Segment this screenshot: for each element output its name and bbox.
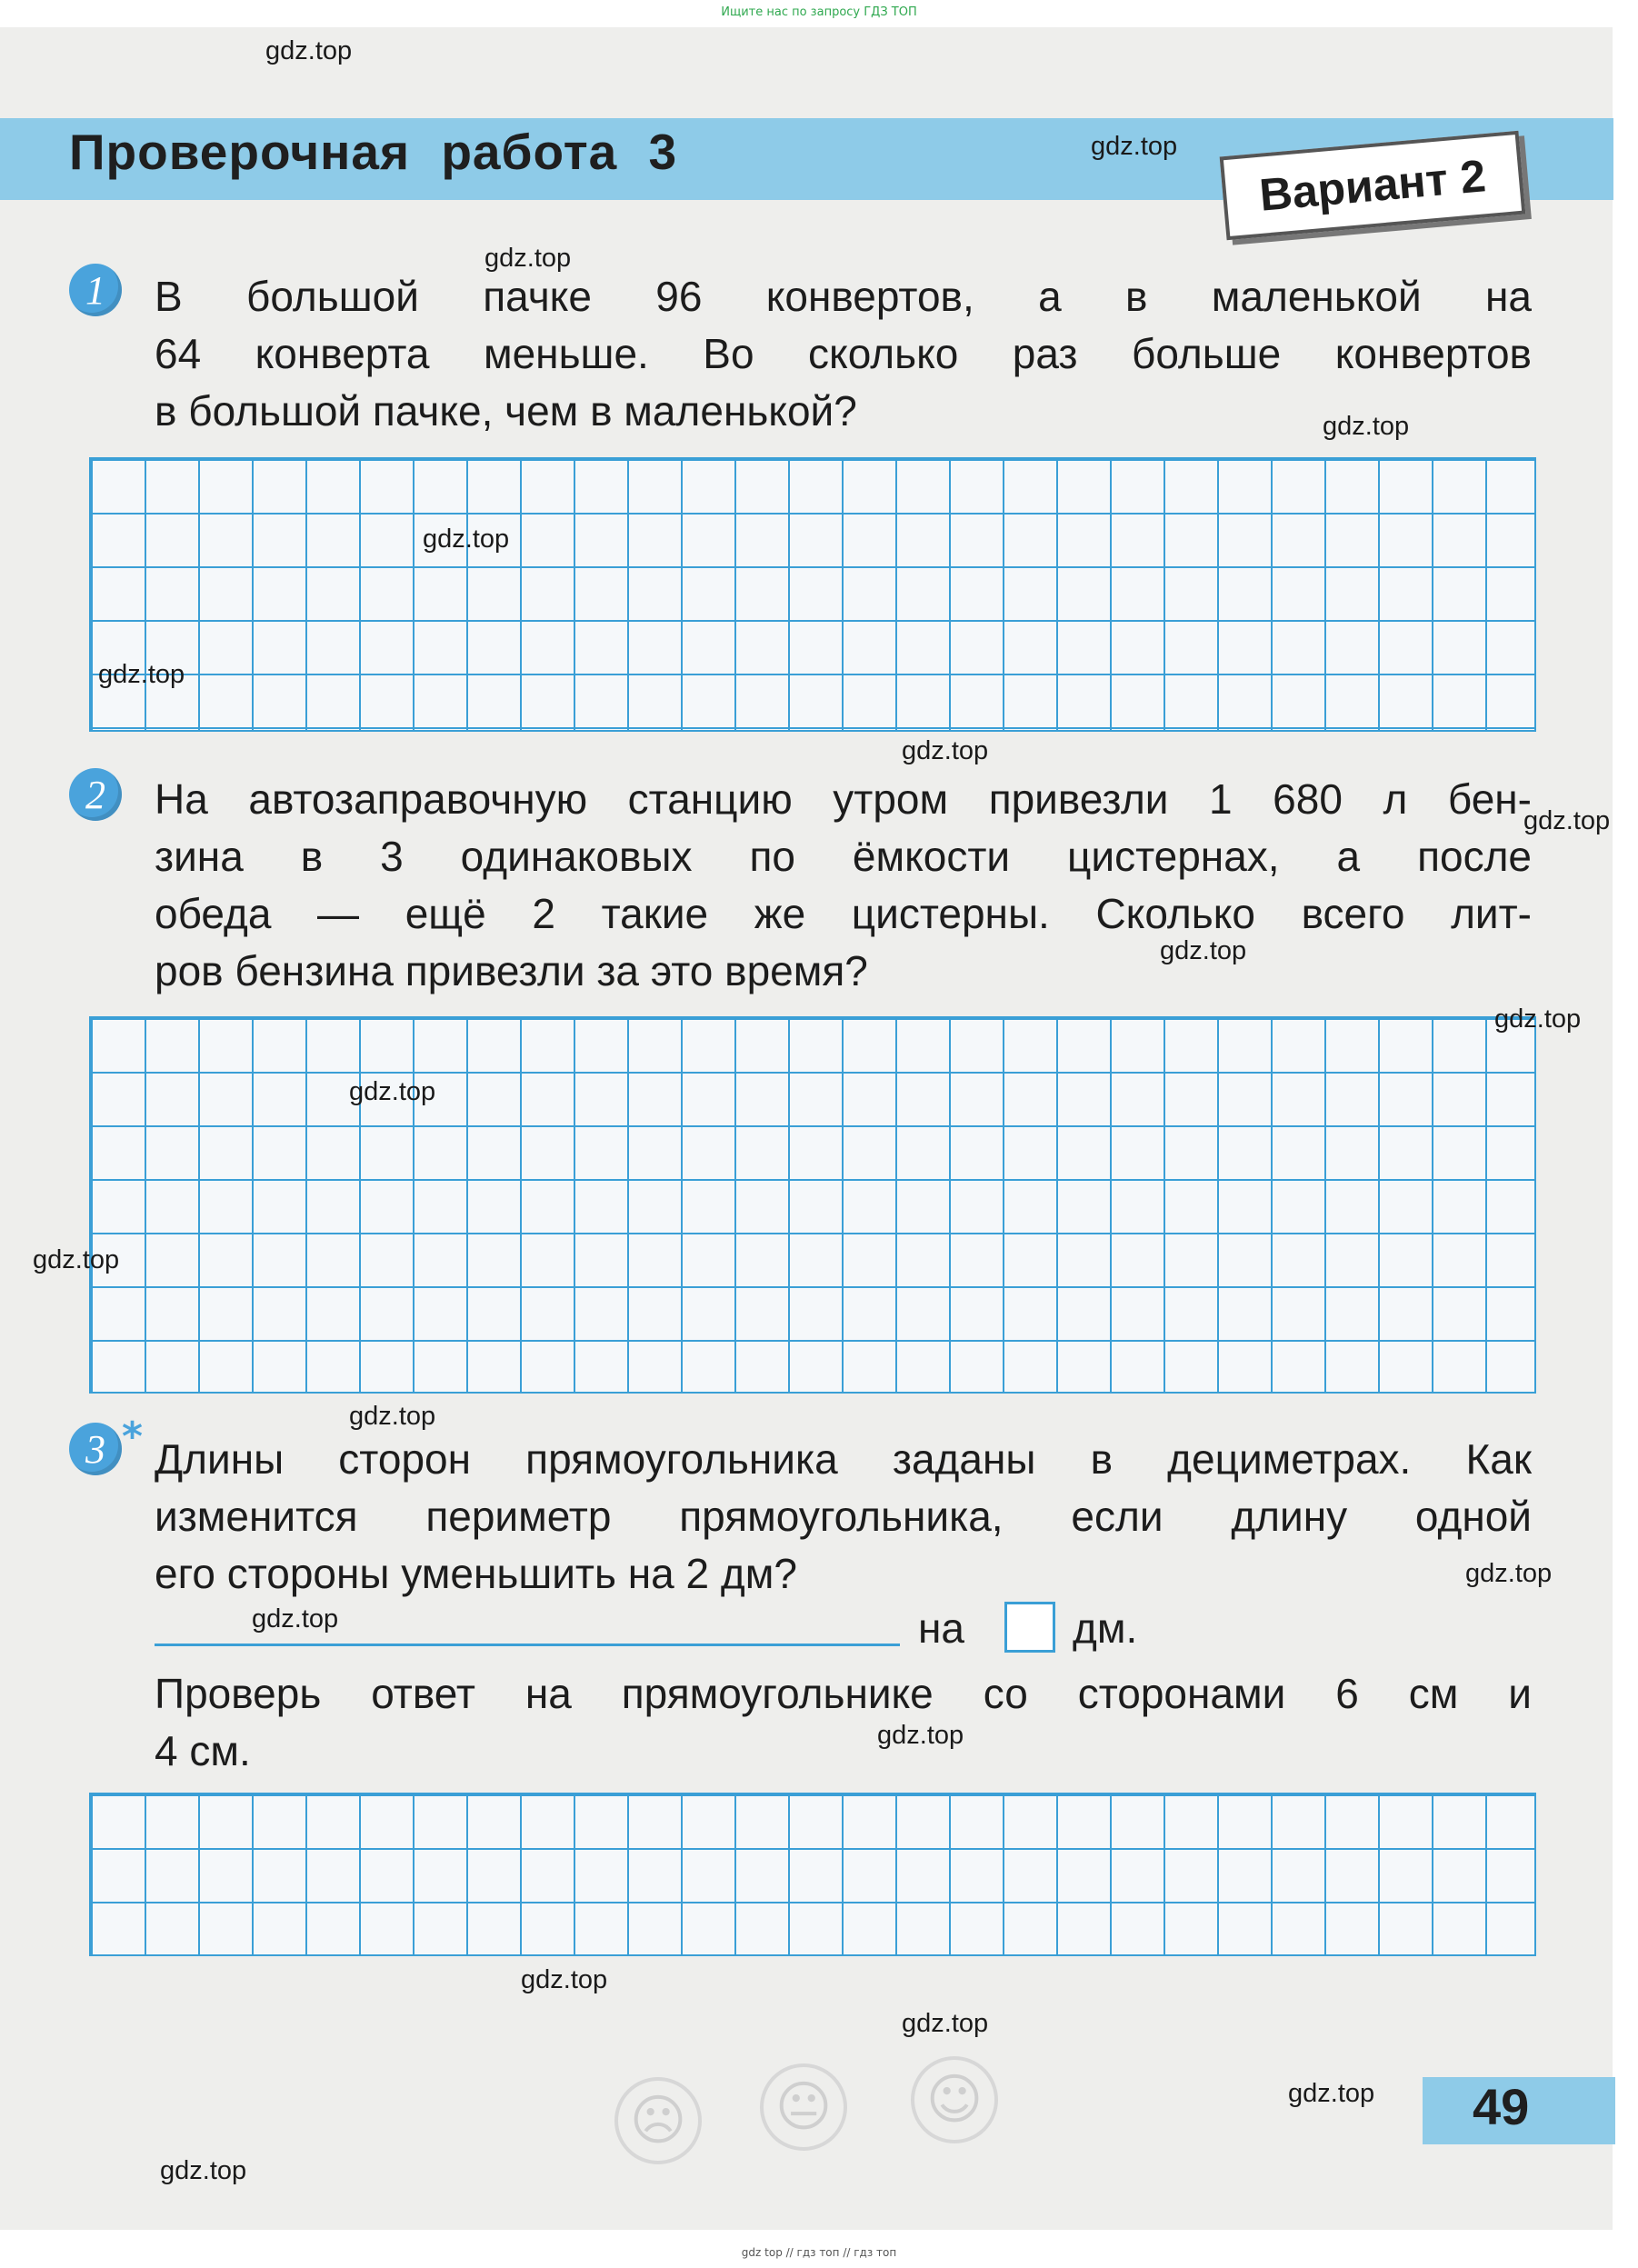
task-3-check-line: 4 см. — [155, 1727, 251, 1774]
answer-na-label: на — [918, 1604, 964, 1652]
watermark: gdz.top — [1091, 132, 1178, 161]
task-2-text — [155, 771, 1532, 1000]
watermark: gdz.top — [98, 660, 185, 689]
task-3-answer-row — [155, 1604, 1532, 1662]
task-1-answer-grid[interactable] — [89, 457, 1536, 732]
task-2-line: зина в 3 одинаковых по ёмкости цистернах, а после — [155, 833, 1532, 880]
watermark: gdz.top — [265, 36, 353, 65]
watermark: gdz.top — [1494, 1004, 1582, 1034]
happy-face-icon[interactable]: ☺ — [911, 2056, 998, 2143]
watermark: gdz.top — [877, 1721, 964, 1750]
watermark: gdz.top — [349, 1077, 436, 1106]
watermark: gdz.top — [160, 2156, 247, 2185]
task-3-line: изменится периметр прямоугольника, если длину одной — [155, 1493, 1532, 1540]
page-title: Проверочная работа 3 — [69, 124, 678, 180]
task-3-line: Длины сторон прямоугольника заданы в дециметрах. Как — [155, 1435, 1532, 1483]
task-3-check-line: Проверь ответ на прямоугольнике со сторонами 6 см и — [155, 1670, 1532, 1717]
watermark: gdz.top — [484, 244, 572, 273]
watermark: gdz.top — [902, 2009, 989, 2038]
watermark: gdz.top — [423, 525, 510, 554]
answer-blank-line[interactable] — [155, 1644, 900, 1646]
watermark: gdz.top — [902, 736, 989, 765]
task-number-1: 1 — [69, 264, 122, 316]
task-3-text — [155, 1431, 1532, 1603]
task-1-line: 64 конверта меньше. Во сколько раз больше конвертов — [155, 330, 1532, 377]
watermark: gdz.top — [521, 1965, 608, 1994]
task-1-line: В большой пачке 96 конвертов, а в маленькой на — [155, 273, 1532, 320]
watermark: gdz.top — [252, 1604, 339, 1634]
task-2-answer-grid[interactable] — [89, 1016, 1536, 1394]
watermark: gdz.top — [1288, 2079, 1375, 2108]
variant-label: Вариант 2 — [1220, 131, 1526, 240]
page-number: 49 — [1473, 2078, 1530, 2135]
right-edge — [1613, 0, 1638, 2268]
answer-box[interactable] — [1004, 1602, 1055, 1653]
task-number-3: 3 — [69, 1423, 122, 1475]
task-2-line: обеда — ещё 2 такие же цистерны. Сколько всего лит- — [155, 890, 1532, 937]
neutral-face-icon[interactable]: 😐 — [760, 2063, 847, 2151]
task-3-line: его стороны уменьшить на 2 дм? — [155, 1550, 797, 1597]
watermark: gdz.top — [1160, 936, 1247, 965]
watermark: gdz.top — [349, 1402, 436, 1431]
watermark: gdz.top — [1323, 412, 1410, 441]
top-note[interactable]: Ищите нас по запросу ГДЗ ТОП — [721, 5, 917, 19]
task-2-line: На автозаправочную станцию утром привезли 1 680 л бен- — [155, 775, 1532, 823]
bottom-note[interactable]: gdz top // гдз топ // гдз топ — [741, 2246, 897, 2259]
watermark: gdz.top — [1523, 806, 1611, 835]
watermark: gdz.top — [1465, 1559, 1553, 1588]
task-3-check-text — [155, 1665, 1532, 1780]
task-number-2: 2 — [69, 768, 122, 821]
task-3-answer-grid[interactable] — [89, 1793, 1536, 1956]
task-1-line: в большой пачке, чем в маленькой? — [155, 387, 857, 435]
sad-face-icon[interactable]: ☹ — [614, 2077, 702, 2164]
difficulty-star-icon: * — [122, 1414, 144, 1460]
task-2-line: ров бензина привезли за это время? — [155, 947, 868, 994]
answer-unit-label: дм. — [1073, 1604, 1138, 1652]
watermark: gdz.top — [33, 1245, 120, 1274]
